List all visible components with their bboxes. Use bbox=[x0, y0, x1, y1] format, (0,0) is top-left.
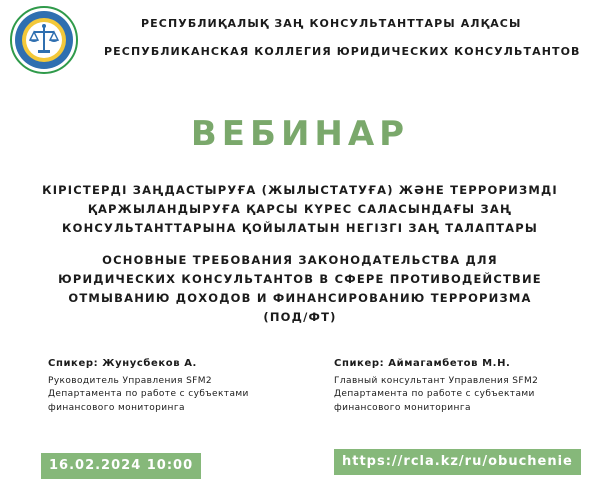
speaker-name: Спикер: Аймагамбетов М.Н. bbox=[334, 358, 511, 369]
topic-ru-line: (ПОД/ФТ) bbox=[263, 310, 337, 324]
registration-link[interactable]: https://rcla.kz/ru/obuchenie bbox=[334, 449, 581, 475]
speaker-position-line: Департамента по работе с субъектами bbox=[48, 389, 249, 399]
topic-kz-line: КІРІСТЕРДІ ЗАҢДАСТЫРУҒА (ЖЫЛЫСТАТУҒА) ЖӘНЕ ТЕРРОРИЗМДІ bbox=[42, 183, 558, 197]
date-time-badge: 16.02.2024 10:00 bbox=[41, 453, 201, 479]
speaker-position-line: Главный консультант Управления SFM2 bbox=[334, 375, 539, 386]
speaker-position-line: финансового мониторинга bbox=[334, 402, 471, 413]
organization-name-russian: РЕСПУБЛИКАНСКАЯ КОЛЛЕГИЯ ЮРИДИЧЕСКИХ КОНСУЛЬТАНТОВ bbox=[104, 45, 581, 58]
speaker-position-line: Руководитель Управления SFM2 bbox=[48, 375, 213, 386]
speaker-name: Спикер: Жунусбеков А. bbox=[48, 358, 197, 369]
webinar-topic-kazakh bbox=[30, 181, 570, 238]
topic-kz-line: ҚАРЖЫЛАНДЫРУҒА ҚАРСЫ КҮРЕС САЛАСЫНДАҒЫ ЗАҢ bbox=[87, 202, 513, 216]
topic-ru-line: ОТМЫВАНИЮ ДОХОДОВ И ФИНАНСИРОВАНИЮ ТЕРРОРИЗМА bbox=[68, 291, 532, 305]
organization-logo bbox=[10, 6, 78, 74]
topic-ru-line: ОСНОВНЫЕ ТРЕБОВАНИЯ ЗАКОНОДАТЕЛЬСТВА ДЛЯ bbox=[102, 253, 498, 267]
topic-ru-line: ЮРИДИЧЕСКИХ КОНСУЛЬТАНТОВ В СФЕРЕ ПРОТИВОДЕЙСТВИЕ bbox=[58, 272, 542, 286]
topic-kz-line: КОНСУЛЬТАНТТАРЫНА ҚОЙЫЛАТЫН НЕГІЗГІ ЗАҢ ТАЛАПТАРЫ bbox=[62, 221, 538, 235]
speaker-position-line: Департамента по работе с субъектами bbox=[334, 389, 535, 399]
webinar-title: ВЕБИНАР bbox=[190, 114, 410, 154]
speaker-position-line: финансового мониторинга bbox=[48, 402, 185, 413]
organization-name-kazakh: РЕСПУБЛИҚАЛЫҚ ЗАҢ КОНСУЛЬТАНТТАРЫ АЛҚАСЫ bbox=[141, 17, 522, 30]
speaker-card-2 bbox=[334, 357, 538, 415]
scales-of-justice-emblem-icon bbox=[10, 6, 78, 74]
speaker-card-1 bbox=[48, 357, 249, 415]
webinar-topic-russian bbox=[30, 251, 570, 327]
